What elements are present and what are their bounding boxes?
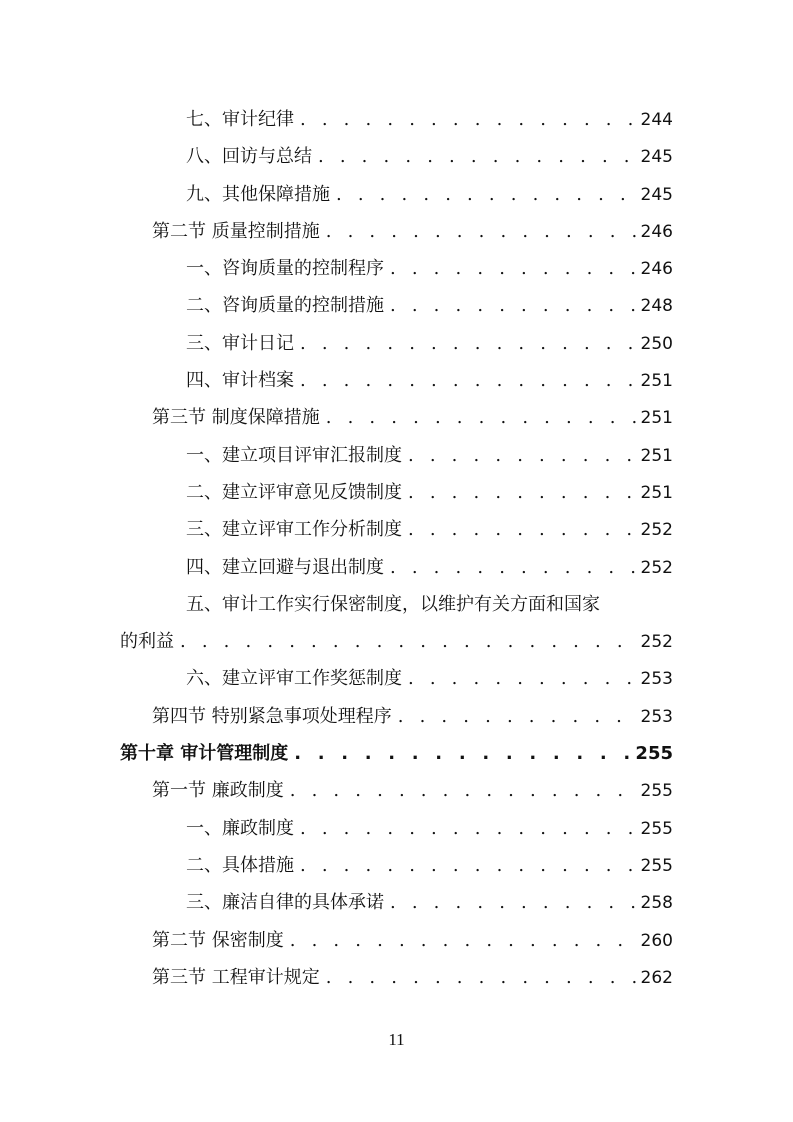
toc-entry-page: 255 (640, 781, 673, 802)
dot-leader (326, 399, 637, 436)
dot-leader (290, 772, 637, 809)
toc-entry-page: 251 (640, 445, 673, 466)
toc-entry[interactable] (120, 623, 673, 660)
toc-entry-page: 246 (640, 221, 673, 242)
toc-entry-page: 258 (640, 893, 673, 914)
dot-leader (290, 922, 637, 959)
toc-entry[interactable] (120, 250, 673, 287)
dot-leader (300, 847, 637, 884)
toc-entry[interactable] (120, 511, 673, 548)
toc-entry-title: 第十章 审计管理制度 (120, 743, 289, 765)
toc-section-entry[interactable] (120, 922, 673, 959)
toc-entry-title: 八、回访与总结 (186, 146, 312, 168)
dot-leader (326, 213, 637, 250)
toc-entry[interactable] (120, 138, 673, 175)
dot-leader (408, 474, 637, 511)
toc-entry-page: 251 (640, 482, 673, 503)
toc-entry-page: 262 (640, 967, 673, 988)
toc-entry-page: 245 (640, 184, 673, 205)
toc-entry-page: 245 (640, 147, 673, 168)
toc-entry-title: 二、具体措施 (186, 854, 294, 876)
toc-entry[interactable] (120, 101, 673, 138)
toc-entry-title: 二、咨询质量的控制措施 (186, 295, 384, 317)
toc-entry-page: 253 (640, 669, 673, 690)
dot-leader (336, 176, 637, 213)
toc-entry-title: 的利益 (120, 631, 174, 653)
toc-entry-title: 一、咨询质量的控制程序 (186, 258, 384, 280)
toc-entry-title: 一、廉政制度 (186, 817, 294, 839)
toc-entry[interactable] (120, 847, 673, 884)
toc-entry-title: 三、建立评审工作分析制度 (186, 519, 402, 541)
toc-entry-page: 260 (640, 930, 673, 951)
toc-section-entry[interactable] (120, 399, 673, 436)
toc-entry[interactable] (120, 176, 673, 213)
toc-entry[interactable] (120, 660, 673, 697)
dot-leader (326, 959, 637, 996)
dot-leader (390, 884, 637, 921)
toc-entry-title: 三、审计日记 (186, 332, 294, 354)
toc-entry[interactable] (120, 884, 673, 921)
toc-entry-title: 第一节 廉政制度 (152, 780, 284, 802)
toc-section-entry[interactable] (120, 698, 673, 735)
table-of-contents (120, 101, 673, 996)
toc-chapter-entry[interactable] (120, 735, 673, 772)
dot-leader (408, 511, 637, 548)
toc-entry-page: 255 (635, 743, 673, 765)
toc-entry[interactable] (120, 362, 673, 399)
toc-entry-title: 二、建立评审意见反馈制度 (186, 481, 402, 503)
toc-entry-page: 251 (640, 371, 673, 392)
dot-leader (300, 362, 637, 399)
toc-entry[interactable] (120, 474, 673, 511)
toc-entry-title: 九、其他保障措施 (186, 183, 330, 205)
dot-leader (390, 549, 637, 586)
toc-entry[interactable] (120, 810, 673, 847)
toc-entry-page: 246 (640, 259, 673, 280)
toc-entry-title: 五、审计工作实行保密制度，以维护有关方面和国家 (186, 593, 600, 615)
toc-entry-title: 三、廉洁自律的具体承诺 (186, 892, 384, 914)
toc-entry-title: 七、审计纪律 (186, 109, 294, 130)
toc-entry-page: 252 (640, 632, 673, 653)
dot-leader (294, 735, 631, 772)
dot-leader (300, 101, 637, 138)
toc-entry[interactable] (120, 437, 673, 474)
toc-entry[interactable] (120, 549, 673, 586)
dot-leader (390, 250, 637, 287)
page-number: 11 (388, 1030, 405, 1049)
dot-leader (398, 698, 637, 735)
toc-entry-page: 250 (640, 333, 673, 354)
toc-entry-title: 第三节 工程审计规定 (152, 966, 320, 988)
toc-entry[interactable] (120, 586, 673, 623)
toc-entry-page: 251 (640, 408, 673, 429)
dot-leader (318, 138, 637, 175)
dot-leader (408, 437, 637, 474)
toc-entry-title: 第二节 质量控制措施 (152, 220, 320, 242)
toc-entry-page: 248 (640, 296, 673, 317)
toc-entry-page: 252 (640, 557, 673, 578)
toc-section-entry[interactable] (120, 213, 673, 250)
dot-leader (300, 325, 637, 362)
toc-entry-page: 255 (640, 855, 673, 876)
toc-entry-title: 第三节 制度保障措施 (152, 407, 320, 429)
dot-leader (300, 810, 637, 847)
dot-leader (180, 623, 637, 660)
toc-entry-page: 255 (640, 818, 673, 839)
toc-entry-title: 四、审计档案 (186, 370, 294, 392)
toc-section-entry[interactable] (120, 772, 673, 809)
toc-section-entry[interactable] (120, 959, 673, 996)
toc-entry-title: 一、建立项目评审汇报制度 (186, 444, 402, 466)
toc-entry-title: 四、建立回避与退出制度 (186, 556, 384, 578)
toc-entry[interactable] (120, 325, 673, 362)
toc-entry[interactable] (120, 287, 673, 324)
toc-entry-page: 253 (640, 706, 673, 727)
toc-entry-page: 244 (640, 110, 673, 130)
toc-entry-title: 第二节 保密制度 (152, 929, 284, 951)
toc-entry-page: 252 (640, 520, 673, 541)
dot-leader (390, 287, 637, 324)
dot-leader (408, 660, 637, 697)
toc-entry-title: 第四节 特别紧急事项处理程序 (152, 705, 392, 727)
toc-entry-title: 六、建立评审工作奖惩制度 (186, 668, 402, 690)
